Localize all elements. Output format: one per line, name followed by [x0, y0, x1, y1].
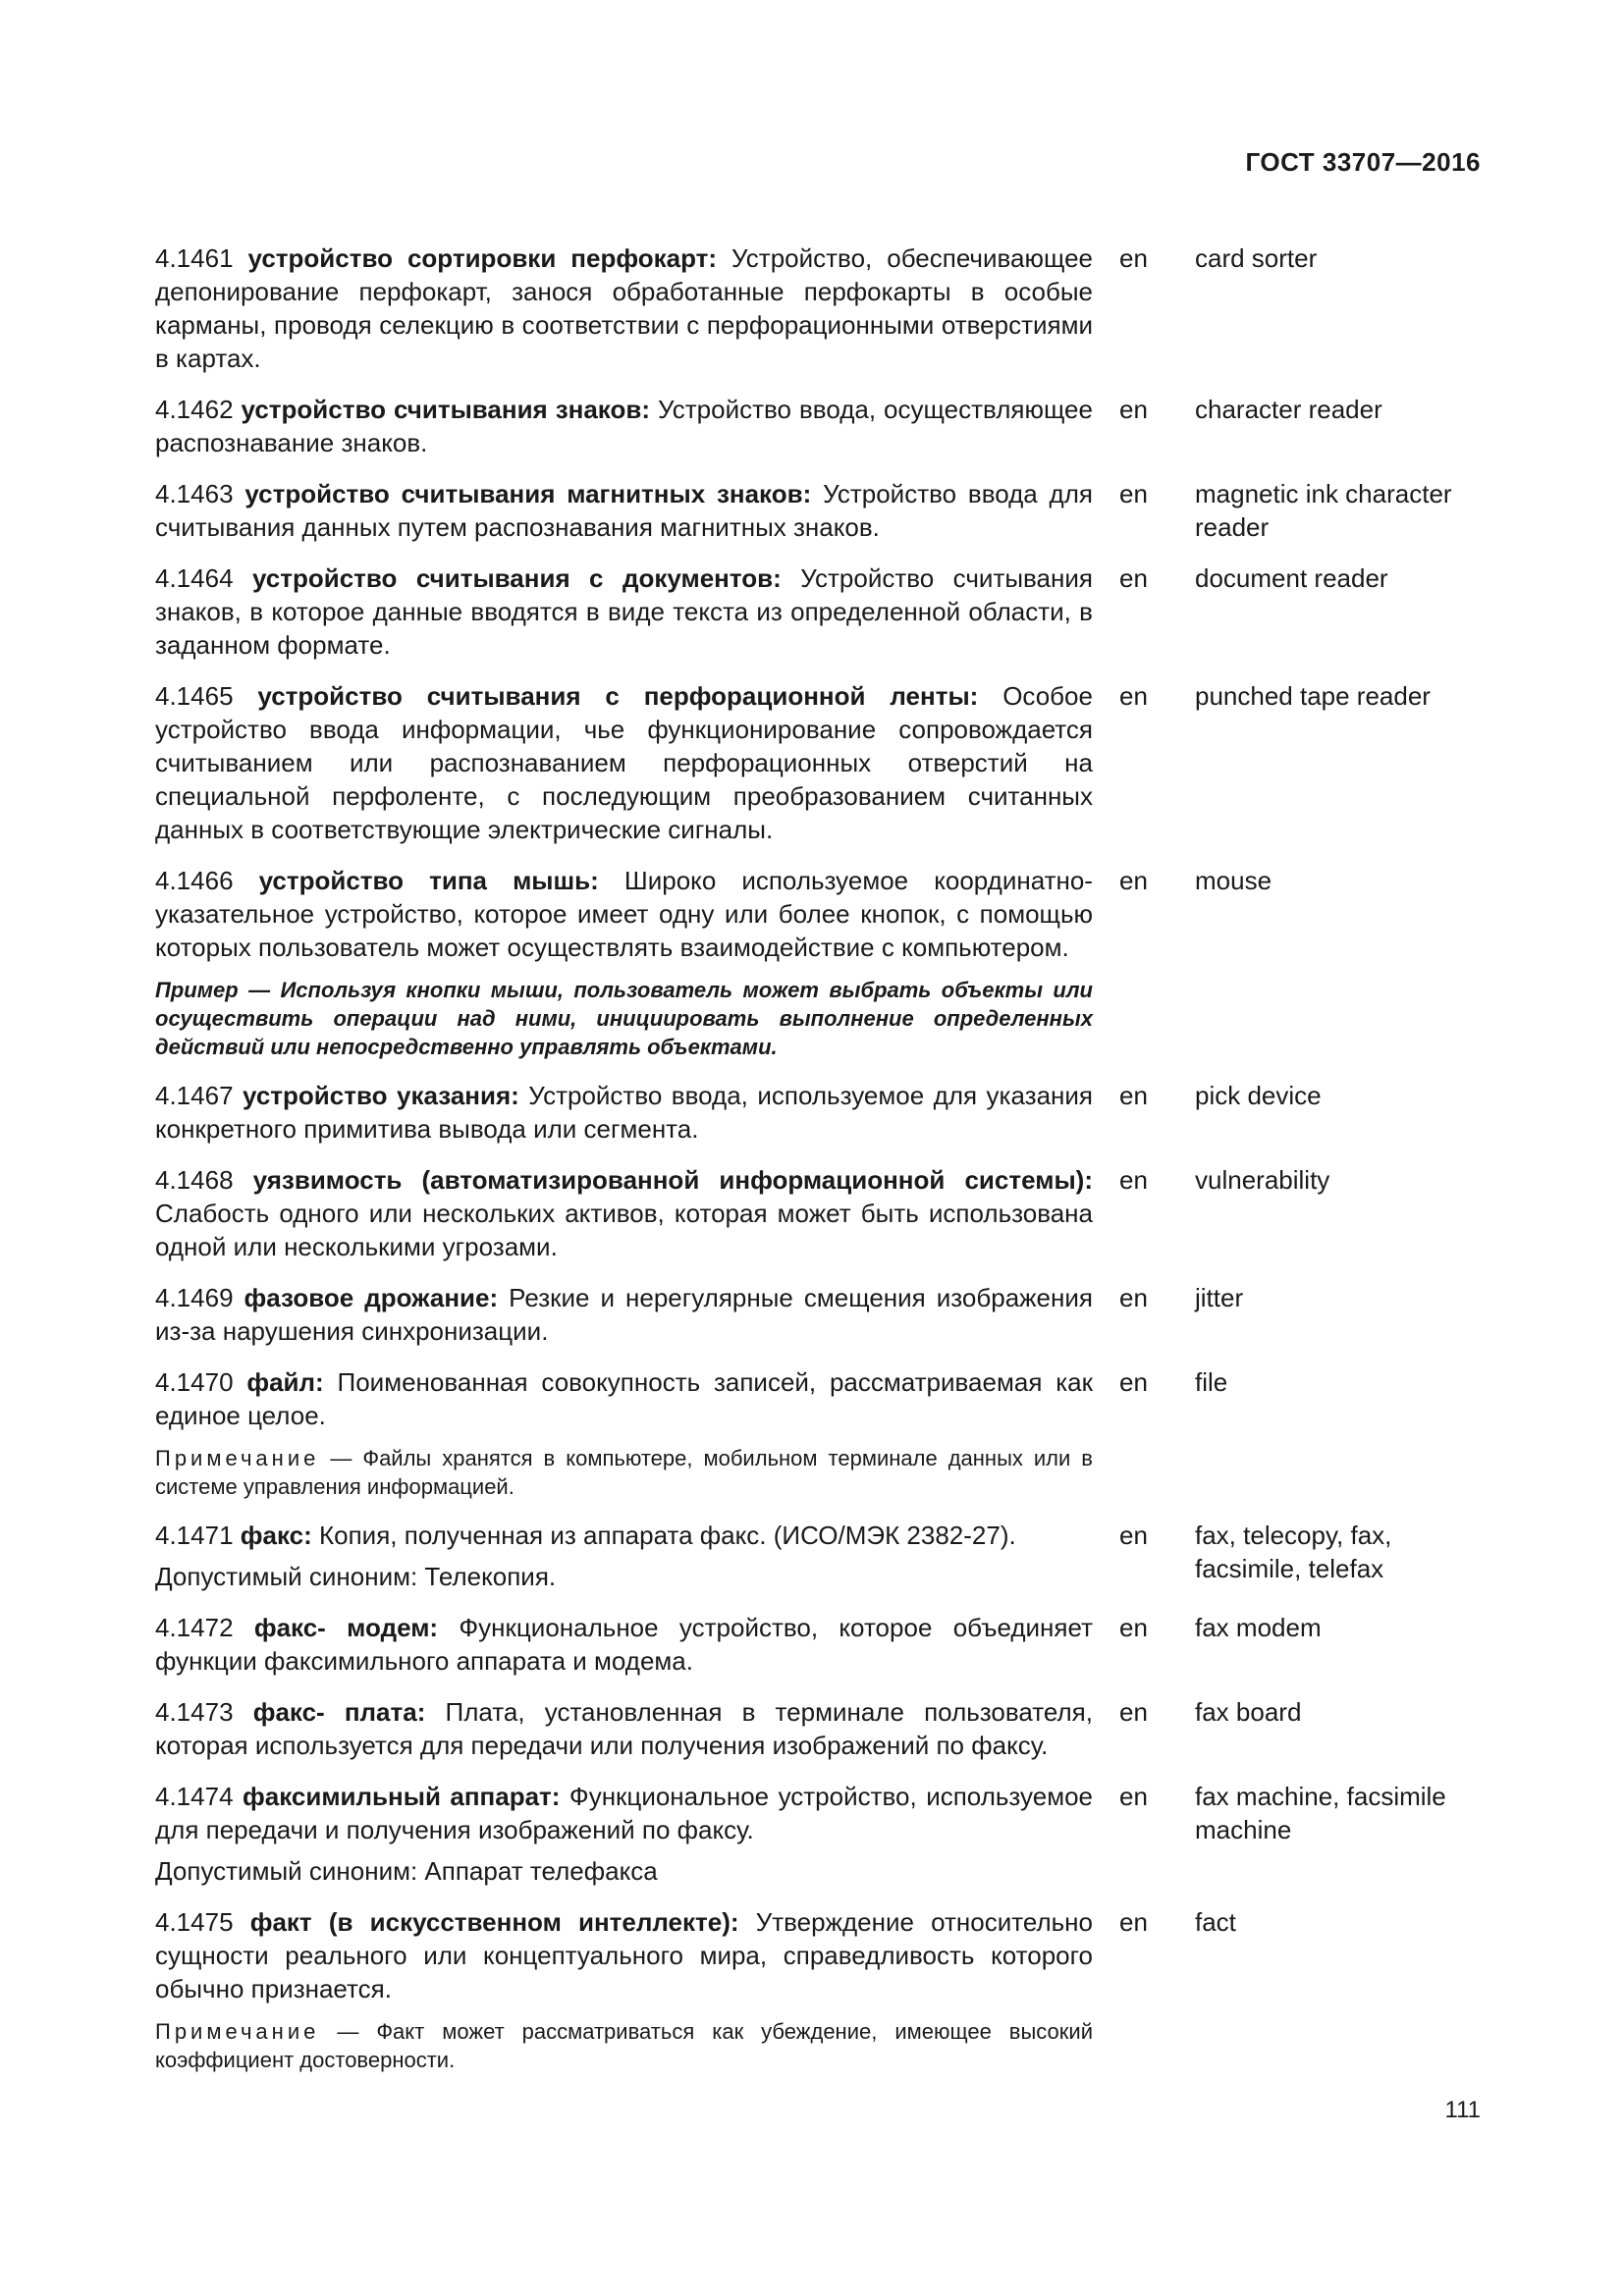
language-code: en [1119, 1165, 1148, 1195]
english-term: jitter [1195, 1283, 1244, 1312]
term-number: 4.1469 [155, 1283, 234, 1312]
term-definition [155, 1079, 1093, 1146]
term-name: устройство считывания с перфорационной ленты: [257, 681, 979, 711]
term-number: 4.1471 [155, 1521, 234, 1550]
term-example: Пример — Используя кнопки мыши, пользователь может выбрать объекты или осуществить операции над ними, инициировать выполнение определенных действий или непосредственно управлять объектами. [155, 978, 1093, 1059]
english-term: fax machine, facsimile machine [1195, 1782, 1446, 1844]
term-name: устройство сортировки перфокарт: [247, 243, 718, 273]
language-code: en [1119, 563, 1148, 593]
term-text: Поименованная совокупность записей, рассматриваемая как единое целое. [155, 1367, 1093, 1430]
term-entry-4-1462 [155, 393, 1481, 459]
note-label: Примечание [155, 2019, 320, 2044]
term-definition [155, 1519, 1093, 1593]
term-entry-4-1472 [155, 1611, 1481, 1678]
term-definition [155, 1365, 1093, 1501]
term-name: устройство считывания с документов: [251, 563, 782, 593]
term-number: 4.1464 [155, 563, 234, 593]
term-entry-4-1466 [155, 864, 1481, 1061]
language-code: en [1119, 866, 1148, 895]
term-text: Утверждение относительно сущности реального или концептуального мира, справедливость которого обычно признается. [155, 1907, 1093, 2003]
term-name: факс- плата: [252, 1697, 426, 1727]
english-term: file [1195, 1367, 1228, 1397]
term-entry-4-1464 [155, 561, 1481, 662]
term-name: фазовое дрожание: [244, 1283, 499, 1312]
term-number: 4.1475 [155, 1907, 234, 1937]
term-text: Функциональное устройство, которое объединяет функции факсимильного аппарата и модема. [155, 1613, 1093, 1676]
term-definition [155, 1611, 1093, 1678]
term-definition [155, 561, 1093, 662]
term-entry-4-1461 [155, 241, 1481, 375]
term-text: Резкие и нерегулярные смещения изображения из-за нарушения синхронизации. [155, 1283, 1093, 1346]
term-name: файл: [246, 1367, 324, 1397]
term-definition [155, 1780, 1093, 1888]
english-term: pick device [1195, 1081, 1322, 1110]
language-code: en [1119, 1367, 1148, 1397]
english-term: vulnerability [1195, 1165, 1330, 1195]
language-code: en [1119, 1697, 1148, 1727]
term-definition [155, 477, 1093, 544]
language-code: en [1119, 395, 1148, 424]
term-name: устройство считывания магнитных знаков: [244, 479, 812, 508]
term-note [155, 1444, 1093, 1501]
term-definition [155, 1905, 1093, 2074]
term-text: Устройство ввода, осуществляющее распознавание знаков. [155, 395, 1093, 457]
note-label: Примечание [155, 1446, 320, 1470]
term-text: Слабость одного или нескольких активов, которая может быть использована одной или несколькими угрозами. [155, 1199, 1093, 1261]
term-name: уязвимость (автоматизированной информационной системы): [252, 1165, 1093, 1195]
term-entry-4-1467 [155, 1079, 1481, 1146]
term-text: Функциональное устройство, используемое для передачи и получения изображений по факсу. [155, 1782, 1093, 1844]
term-entry-4-1474 [155, 1780, 1481, 1888]
term-name: факс- модем: [253, 1613, 439, 1642]
english-term: mouse [1195, 866, 1272, 895]
term-definition [155, 1281, 1093, 1348]
english-term: card sorter [1195, 243, 1318, 273]
note-text: — Файлы хранятся в компьютере, мобильном терминале данных или в системе управления информацией. [155, 1446, 1093, 1499]
term-text: Устройство ввода, используемое для указания конкретного примитива вывода или сегмента. [155, 1081, 1094, 1144]
term-number: 4.1461 [155, 243, 234, 273]
english-term: fax, telecopy, fax, facsimile, telefax [1195, 1521, 1392, 1583]
term-name: устройство считывания знаков: [241, 395, 650, 424]
term-definition [155, 241, 1093, 375]
term-name: факсимильный аппарат: [243, 1782, 561, 1811]
term-note [155, 2017, 1093, 2074]
term-text: Особое устройство ввода информации, чье функционирование сопровождается считыванием или распознаванием перфорационных отверстий на специальной перфоленте, с последующим преобразованием считанных данных в соответствующие электрические сигналы. [155, 681, 1093, 844]
term-number: 4.1472 [155, 1613, 234, 1642]
term-entry-4-1465 [155, 679, 1481, 846]
term-definition [155, 864, 1093, 1061]
language-code: en [1119, 1613, 1148, 1642]
term-definition [155, 393, 1093, 459]
english-term: fax modem [1195, 1613, 1322, 1642]
term-entry-4-1471 [155, 1519, 1481, 1593]
language-code: en [1119, 1782, 1148, 1811]
term-entry-4-1468 [155, 1163, 1481, 1263]
language-code: en [1119, 243, 1148, 273]
terms-list [155, 241, 1481, 2092]
english-term: document reader [1195, 563, 1388, 593]
term-text: Плата, установленная в терминале пользователя, которая используется для передачи или получения изображений по факсу. [155, 1697, 1093, 1760]
term-number: 4.1473 [155, 1697, 234, 1727]
term-name: устройство указания: [243, 1081, 519, 1110]
language-code: en [1119, 479, 1148, 508]
term-name: факс: [240, 1521, 312, 1550]
language-code: en [1119, 1521, 1148, 1550]
english-term: fact [1195, 1907, 1236, 1937]
term-definition [155, 1163, 1093, 1263]
term-entry-4-1475 [155, 1905, 1481, 2074]
term-entry-4-1469 [155, 1281, 1481, 1348]
term-definition [155, 1695, 1093, 1762]
term-number: 4.1463 [155, 479, 234, 508]
english-term: fax board [1195, 1697, 1302, 1727]
term-text: Широко используемое координатно-указательное устройство, которое имеет одну или более кнопок, с помощью которых пользователь может осуществлять взаимодействие с компьютером. [155, 866, 1093, 962]
document-header: ГОСТ 33707—2016 [1245, 147, 1481, 177]
term-number: 4.1466 [155, 866, 234, 895]
term-name: факт (в искусственном интеллекте): [249, 1907, 739, 1937]
english-term: punched tape reader [1195, 681, 1431, 711]
term-entry-4-1470 [155, 1365, 1481, 1501]
term-synonym: Допустимый синоним: Аппарат телефакса [155, 1856, 658, 1886]
language-code: en [1119, 1081, 1148, 1110]
term-text: Устройство ввода для считывания данных путем распознавания магнитных знаков. [155, 479, 1093, 542]
term-entry-4-1473 [155, 1695, 1481, 1762]
english-term: character reader [1195, 395, 1382, 424]
page-number: 111 [1444, 2097, 1481, 2123]
language-code: en [1119, 1907, 1148, 1937]
term-number: 4.1470 [155, 1367, 234, 1397]
language-code: en [1119, 681, 1148, 711]
term-name: устройство типа мышь: [258, 866, 599, 895]
term-synonym: Допустимый синоним: Телекопия. [155, 1562, 557, 1591]
english-term: magnetic ink character reader [1195, 479, 1452, 542]
term-number: 4.1467 [155, 1081, 234, 1110]
term-text: Устройство считывания знаков, в которое данные вводятся в виде текста из определенной области, в заданном формате. [155, 563, 1093, 660]
term-number: 4.1465 [155, 681, 234, 711]
term-number: 4.1474 [155, 1782, 234, 1811]
term-text: Устройство, обеспечивающее депонирование перфокарт, занося обработанные перфокарты в особые карманы, проводя селекцию в соответствии с перфорационными отверстиями в картах. [155, 243, 1093, 373]
term-definition [155, 679, 1093, 846]
note-text: — Факт может рассматриваться как убеждение, имеющее высокий коэффициент достоверности. [155, 2019, 1093, 2072]
term-number: 4.1468 [155, 1165, 234, 1195]
term-number: 4.1462 [155, 395, 234, 424]
language-code: en [1119, 1283, 1148, 1312]
term-entry-4-1463 [155, 477, 1481, 544]
term-text: Копия, полученная из аппарата факс. (ИСО/МЭК 2382-27). [319, 1521, 1016, 1550]
